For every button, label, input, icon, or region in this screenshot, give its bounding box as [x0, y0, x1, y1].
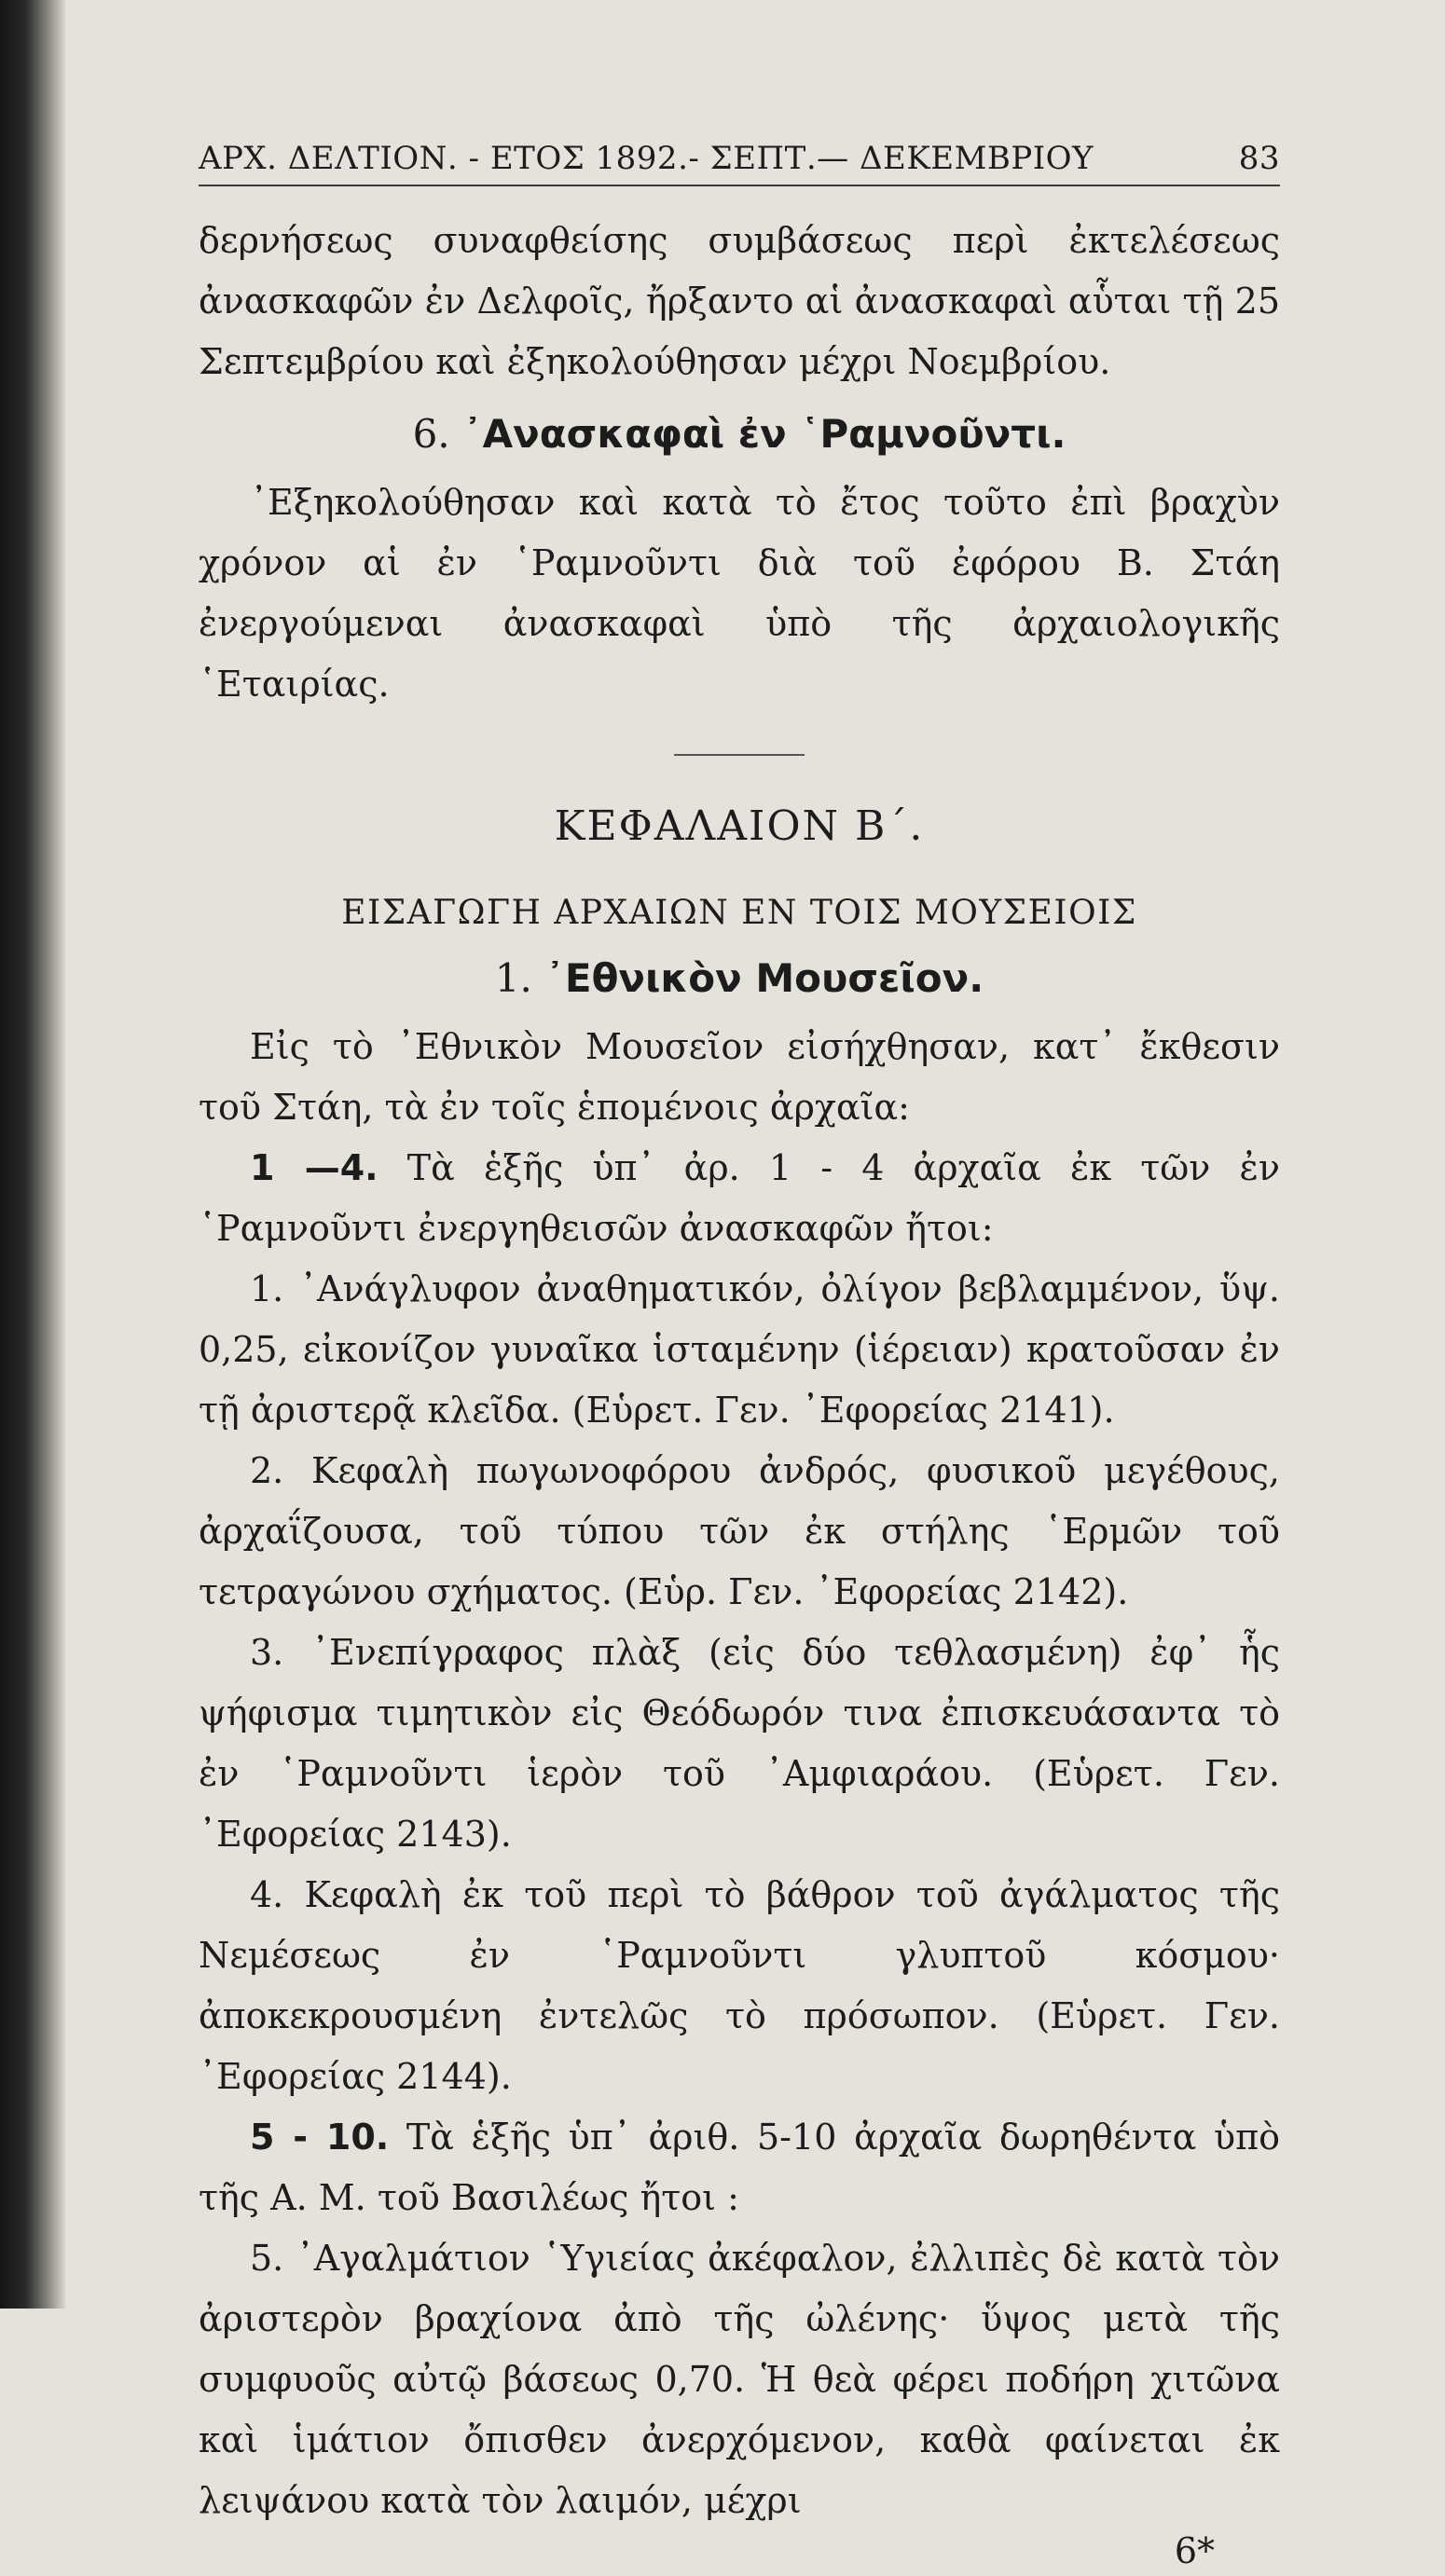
group-2-ref: 5 - 10.: [250, 2117, 390, 2158]
section-6-paragraph: ᾿Εξηκολούθησαν καὶ κατὰ τὸ ἔτος τοῦτο ἐπὶ βραχὺν χρόνον αἱ ἐν ῾Ραμνοῦντι διὰ τοῦ ἐφόρου Β. Στάη ἐνεργούμεναι ἀνασκαφαὶ ὑπὸ τῆς ἀρχαιολογικῆς ῾Εταιρίας.: [199, 482, 1280, 705]
item-3: 3. ᾿Ενεπίγραφος πλὰξ (εἰς δύο τεθλασμένη) ἐφ᾿ ἧς ψήφισμα τιμητικὸν εἰς Θεόδωρόν τινα ἐπισκευάσαντα τὸ ἐν ῾Ραμνοῦντι ἱερὸν τοῦ ᾿Αμφιαράου. (Εὑρετ. Γεν. ᾿Εφορείας 2143).: [199, 1632, 1280, 1855]
group-1-ref: 1 —4.: [250, 1147, 378, 1188]
group-2-text: Τὰ ἑξῆς ὑπ᾿ ἀριθ. 5-10 ἀρχαῖα δωρηθέντα ὑπὸ τῆς Α. Μ. τοῦ Βασιλέως ἤτοι :: [199, 2117, 1280, 2218]
item-5: 5. ᾿Αγαλμάτιον ῾Υγιείας ἀκέφαλον, ἐλλιπὲς δὲ κατὰ τὸν ἀριστερὸν βραχίονα ἀπὸ τῆς ὠλένης· ὕψος μετὰ τῆς συμφυοῦς αὐτῷ βάσεως 0,70. Ἡ θεὰ φέρει ποδήρη χιτῶνα καὶ ἱμάτιον ὄπισθεν ἀνερχόμενον, καθὰ φαίνεται ἐκ λειψάνου κατὰ τὸν λαιμόν, μέχρι: [199, 2238, 1280, 2521]
section-1-title: ᾿Εθνικὸν Μουσεῖον.: [544, 955, 984, 1001]
item-2: 2. Κεφαλὴ πωγωνοφόρου ἀνδρός, φυσικοῦ μεγέθους, ἀρχαΐζουσα, τοῦ τύπου τῶν ἐκ στήλης ῾Ερμῶν τοῦ τετραγώνου σχήματος. (Εὑρ. Γεν. ᾿Εφορείας 2142).: [199, 1450, 1280, 1612]
running-head: [199, 140, 1280, 186]
item-4: 4. Κεφαλὴ ἐκ τοῦ περὶ τὸ βάθρον τοῦ ἀγάλματος τῆς Νεμέσεως ἐν ῾Ραμνοῦντι γλυπτοῦ κόσμου· ἀποκεκρουσμένη ἐντελῶς τὸ πρόσωπον. (Εὑρετ. Γεν. ᾿Εφορείας 2144).: [199, 1874, 1280, 2097]
group-1-text: Τὰ ἑξῆς ὑπ᾿ ἀρ. 1 - 4 ἀρχαῖα ἐκ τῶν ἐν ῾Ραμνοῦντι ἐνεργηθεισῶν ἀνασκαφῶν ἤτοι:: [199, 1147, 1280, 1249]
section-1-heading: [199, 946, 1280, 1011]
section-1-number: 1.: [494, 955, 532, 1001]
section-divider: [674, 754, 805, 756]
intro-paragraph: δερνήσεως συναφθείσης συμβάσεως περὶ ἐκτελέσεως ἀνασκαφῶν ἐν Δελφοῖς, ἤρξαντο αἱ ἀνασκαφαὶ αὗται τῇ 25 Σεπτεμβρίου καὶ ἐξηκολούθησαν μέχρι Νοεμβρίου.: [199, 220, 1280, 382]
section-6-number: 6.: [412, 411, 450, 457]
group-2-paragraph: [199, 2107, 1280, 2228]
journal-header-title: ΑΡΧ. ΔΕΛΤΙΟΝ. - ΕΤΟΣ 1892.- ΣΕΠΤ.— ΔΕΚΕΜΒΡΙΟΥ: [199, 140, 1094, 177]
chapter-subtitle: ΕΙΣΑΓΩΓΗ ΑΡΧΑΙΩΝ ΕΝ ΤΟΙΣ ΜΟΥΣΕΙΟΙΣ: [341, 894, 1137, 932]
page-number: 83: [1238, 140, 1280, 177]
item-1: 1. ᾿Ανάγλυφον ἀναθηματικόν, ὀλίγον βεβλαμμένον, ὕψ. 0,25, εἰκονίζον γυναῖκα ἱσταμένην (ἱέρειαν) κρατοῦσαν ἐν τῇ ἀριστερᾷ κλεῖδα. (Εὑρετ. Γεν. ᾿Εφορείας 2141).: [199, 1268, 1280, 1431]
group-1-paragraph: [199, 1138, 1280, 1259]
chapter-heading: ΚΕΦΑΛΑΙΟΝ Β΄.: [554, 802, 925, 850]
body-text: [199, 211, 1280, 2531]
section-1-intro: Εἰς τὸ ᾿Εθνικὸν Μουσεῖον εἰσήχθησαν, κατ᾿ ἔκθεσιν τοῦ Στάη, τὰ ἐν τοῖς ἑπομένοις ἀρχαῖα:: [199, 1026, 1280, 1128]
signature-mark: 6*: [1174, 2530, 1215, 2571]
section-6-heading: [199, 402, 1280, 467]
document-page: [199, 140, 1280, 2576]
section-6-title: ᾿Ανασκαφαὶ ἐν ῾Ραμνοῦντι.: [462, 411, 1067, 457]
book-gutter-shadow: [0, 0, 65, 2309]
